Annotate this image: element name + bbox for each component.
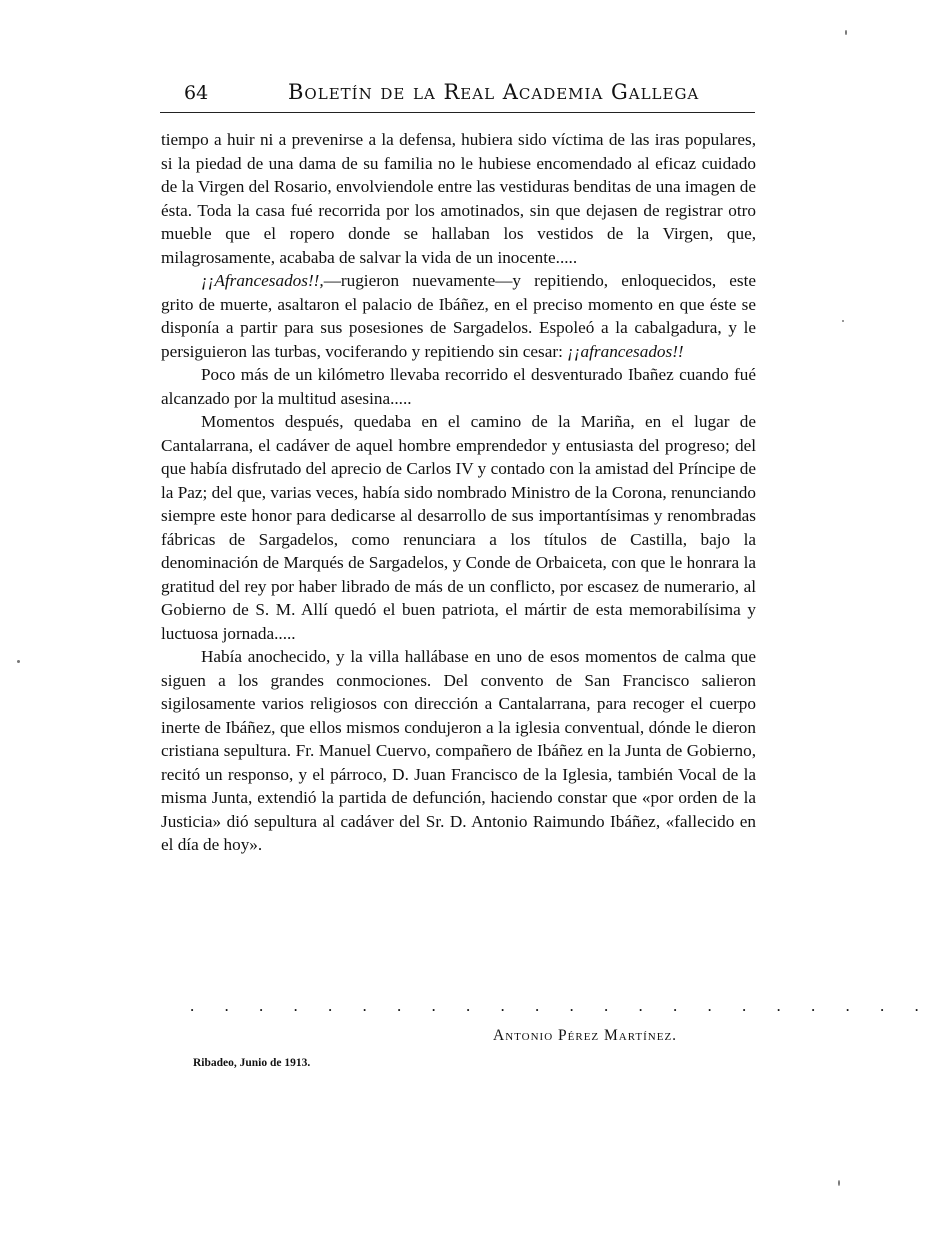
page-number: 64	[184, 82, 209, 104]
dateline: Ribadeo, Junio de 1913.	[193, 1057, 311, 1069]
paper-speck	[842, 320, 844, 322]
paper-speck	[838, 1180, 840, 1186]
exclamation-afrancesados: ¡¡Afrancesados!!,	[201, 271, 324, 290]
paragraph-4: Momentos después, quedaba en el camino de la Mariña, en el lugar de Cantalarrana, el cadáver de aquel hombre emprendedor y entusiasta del progreso; del que había disfrutado del aprecio de Carlos IV y contado con la amistad del Príncipe de la Paz; del que, varias veces, había sido nombrado Ministro de la Corona, renunciando siempre este honor para dedicarse al desarrollo de sus importantísimas y renombradas fábricas de Sargadelos, como renunciara a los títulos de Castilla, bajo la denominación de Marqués de Sargadelos, y Conde de Orbaiceta, con que le honrara la gratitud del rey por haber librado de más de un conflicto, por escasez de numerario, al Gobierno de S. M. Allí quedó el buen patriota, el mártir de esta memorabilísima y luctuosa jornada.....	[161, 412, 756, 643]
author-signature: Antonio Pérez Martínez.	[493, 1027, 678, 1044]
paragraph-2	[161, 269, 756, 363]
paragraph-1: tiempo a huir ni a prevenirse a la defensa, hubiera sido víctima de las iras populares, si la piedad de una dama de su familia no le hubiese encomendado al eficaz cuidado de la Virgen del Rosario, envolviendole entre las vestiduras benditas de una imagen de ésta. Toda la casa fué recorrida por los amotinados, sin que dejasen de registrar otro mueble que el ropero donde se hallaban los vestidos de la Virgen, que, milagrosamente, acababa de salvar la vida de un inocente.....	[161, 130, 756, 267]
paragraph-3: Poco más de un kilómetro llevaba recorrido el desventurado Ibañez cuando fué alcanzado por la multitud asesina.....	[161, 365, 756, 408]
paper-speck	[845, 30, 847, 35]
separator-dots: . . . . . . . . . . . . . . . . . . . . . .	[190, 996, 932, 1015]
paper-speck	[17, 660, 20, 663]
article-body	[161, 128, 756, 857]
paragraph-5: Había anochecido, y la villa hallábase en uno de esos momentos de calma que siguen a los grandes conmociones. Del convento de San Francisco salieron sigilosamente varios religiosos con dirección a Cantalarrana, para recoger el cuerpo inerte de Ibáñez, que ellos mismos condujeron a la iglesia conventual, dónde le dieron cristiana sepultura. Fr. Manuel Cuervo, compañero de Ibáñez en la Junta de Gobierno, recitó un responso, y el párroco, D. Juan Francisco de la Iglesia, también Vocal de la misma Junta, extendió la partida de defunción, haciendo constar que «por orden de la Justicia» dió sepultura al cadáver del Sr. D. Antonio Raimundo Ibáñez, «fallecido en el día de hoy».	[161, 647, 756, 854]
paragraph-2-text: —rugieron nuevamente—y repitiendo, enloquecidos, este grito de muerte, asaltaron el palacio de Ibáñez, en el preciso momento en que éste se disponía a partir para sus posesiones de Sargadelos. Espoleó a la cabalgadura, y le persiguieron las turbas, vociferando y repitiendo sin cesar:	[161, 271, 756, 361]
page-header	[160, 78, 755, 113]
exclamation-afrancesados-end: ¡¡afrancesados!!	[567, 341, 684, 361]
running-title: Boletín de la Real Academia Gallega	[288, 80, 700, 104]
